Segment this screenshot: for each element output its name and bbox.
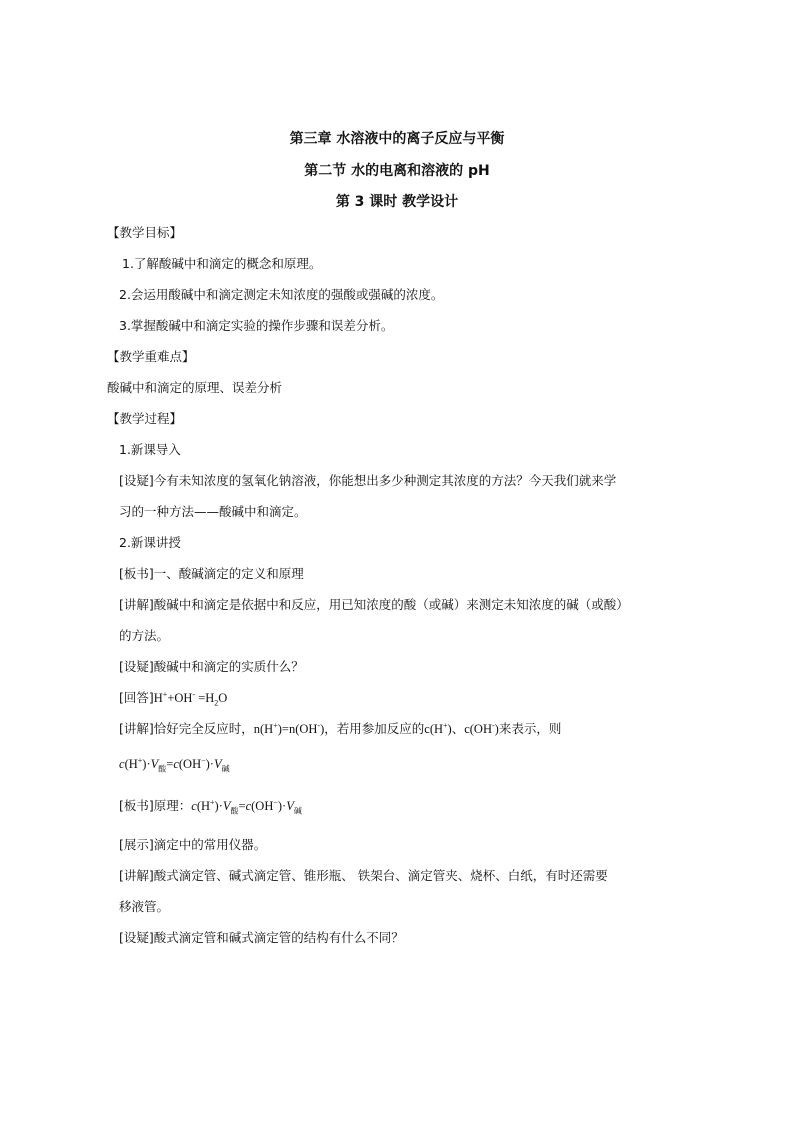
explain-2-line <box>119 721 561 737</box>
objective-item-1: 1.了解酸碱中和滴定的概念和原理。 <box>122 256 322 271</box>
mole-equality: n(H+)=n(OH-) <box>253 720 325 736</box>
step-teaching: 2.新课讲授 <box>119 535 181 550</box>
board-2-line <box>119 798 302 814</box>
section-title: 第二节 水的电离和溶液的 pH <box>304 163 490 179</box>
neutralization-equation: $H^++OH^- =H_2O$ <box>153 689 228 708</box>
explain-2-suffix: 来表示，则 <box>498 721 562 736</box>
question-3: [设疑]酸式滴定管和碱式滴定管的结构有什么不同？ <box>119 930 404 945</box>
key-points-heading: 【教学重难点】 <box>107 349 195 364</box>
question-2: [设疑]酸碱中和滴定的实质什么？ <box>119 659 304 674</box>
answer-prefix: [回答] <box>119 690 154 705</box>
explain-1-line-1: [讲解]酸碱中和滴定是依据中和反应，用已知浓度的酸（或碱）来测定未知浓度的碱（或酸） <box>119 597 629 612</box>
process-heading: 【教学过程】 <box>107 411 183 426</box>
principle-formula: $c(H^+)\cdot V_酸=c(OH^-)\cdot V_碱$ <box>191 797 302 816</box>
objective-item-2: 2.会运用酸碱中和滴定测定未知浓度的强酸或强碱的浓度。 <box>119 287 444 302</box>
question-1-line-1: [设疑]今有未知浓度的氢氧化钠溶液，你能想出多少种测定其浓度的方法？今天我们就来学 <box>119 473 617 488</box>
board-2-prefix: [板书]原理： <box>119 798 192 813</box>
explain-3-line-1: [讲解]酸式滴定管、碱式滴定管、锥形瓶、 铁架台、滴定管夹、烧杯、白纸，有时还需要 <box>119 868 608 883</box>
concentration-terms: c(H+)、c(OH-) <box>424 720 499 736</box>
board-1: [板书]一、酸碱滴定的定义和原理 <box>119 566 304 581</box>
chapter-title: 第三章 水溶液中的离子反应与平衡 <box>289 131 505 147</box>
explain-2-mid: ，若用参加反应的 <box>324 721 425 736</box>
formula-line <box>119 756 230 772</box>
titration-formula: $c(H^+)\cdot V_酸=c(OH^-)\cdot V_碱$ <box>119 755 230 774</box>
objectives-heading: 【教学目标】 <box>107 225 183 240</box>
explain-1-line-2: 的方法。 <box>119 628 170 643</box>
lesson-title: 第 3 课时 教学设计 <box>335 194 459 210</box>
question-1-line-2: 习的一种方法——酸碱中和滴定。 <box>119 504 307 519</box>
explain-3-line-2: 移液管。 <box>119 899 170 914</box>
key-points-text: 酸碱中和滴定的原理、误差分析 <box>107 380 283 395</box>
explain-2-prefix: [讲解]恰好完全反应时， <box>119 721 254 736</box>
show-instruments: [展示]滴定中的常用仪器。 <box>119 837 267 852</box>
objective-item-3: 3.掌握酸碱中和滴定实验的操作步骤和误差分析。 <box>119 318 394 333</box>
answer-line <box>119 690 227 706</box>
step-intro: 1.新课导入 <box>119 442 181 457</box>
